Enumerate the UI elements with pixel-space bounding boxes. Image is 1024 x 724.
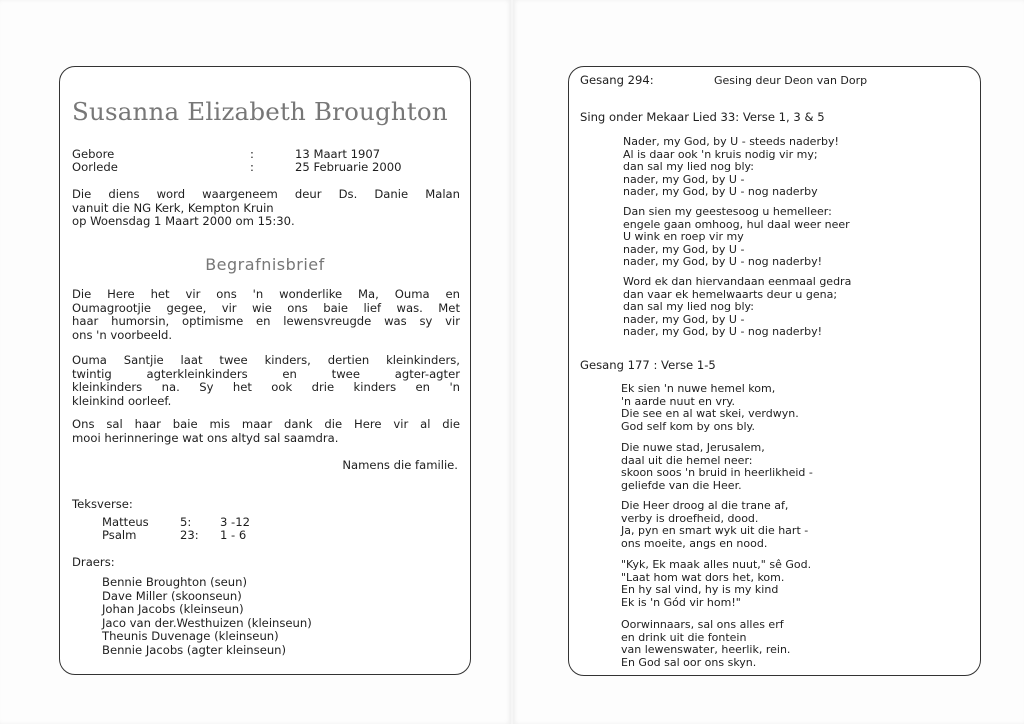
verse-line: dan sal my lied nog bly: — [623, 160, 754, 174]
hymn3-stanza — [621, 619, 790, 669]
bearers-heading: Draers: — [72, 555, 115, 569]
paragraph-line: kleinkinders na. Sy het ook drie kinders en 'n — [72, 380, 460, 394]
service-details — [72, 188, 460, 229]
text-chapter: 23: — [180, 528, 199, 542]
verse-line: Al is daar ook 'n kruis nodig vir my; — [623, 147, 818, 161]
verse-line: Oorwinnaars, sal ons alles erf — [621, 618, 784, 631]
text-verses: 3 -12 — [220, 515, 250, 529]
verse-line: Ek sien 'n nuwe hemel kom, — [621, 382, 776, 395]
hymn3-stanza — [621, 500, 808, 550]
verse-line: nader, my God, by U - — [623, 172, 745, 186]
verse-line: 'n aarde nuut en vry. — [621, 394, 735, 408]
verse-line: God self kom by ons bly. — [621, 419, 755, 433]
verse-line: nader, my God, by U - — [623, 312, 745, 326]
verse-line: verby is droefheid, dood. — [621, 511, 759, 525]
service-line: Die diens word waargeneem deur Ds. Danie Malan — [72, 187, 460, 201]
song2-stanza — [623, 136, 839, 199]
died-separator: : — [250, 160, 254, 174]
verse-line: En hy sal vind, hy is my kind — [621, 583, 779, 597]
verse-line: "Kyk, Ek maak alles nuut," sê God. — [621, 558, 812, 571]
texts-row — [102, 529, 280, 543]
born-separator: : — [250, 147, 254, 161]
signoff: Namens die familie. — [342, 458, 458, 472]
left-panel — [59, 66, 471, 675]
texts-heading: Teksverse: — [72, 497, 133, 511]
died-label: Oorlede — [72, 160, 118, 174]
verse-line: Word ek dan hiervandaan eenmaal gedra — [623, 275, 852, 288]
verse-line: Nader, my God, by U - steeds naderby! — [623, 135, 839, 148]
paragraph-line: Ouma Santjie laat twee kinders, dertien kleinkinders, — [72, 353, 460, 367]
paragraph-line: kleinkind oorleef. — [72, 393, 172, 408]
verse-line: ons moeite, angs en nood. — [621, 536, 768, 550]
service-line: op Woensdag 1 Maart 2000 om 15:30. — [72, 214, 295, 228]
right-panel — [568, 66, 981, 676]
born-date: 13 Maart 1907 — [295, 147, 381, 161]
subtitle: Begrafnisbrief — [205, 255, 325, 274]
verse-line: Ek is 'n Gód vir hom!" — [621, 595, 741, 609]
paragraph-line: haar humorsin, optimisme en lewensvreugde was sy vir — [72, 314, 460, 328]
paragraph-tribute — [72, 288, 460, 342]
text-book: Matteus — [102, 515, 149, 529]
verse-line: En God sal oor ons skyn. — [621, 655, 757, 669]
verse-line: van lewenswater, heerlik, rein. — [621, 643, 791, 657]
bearer-item: Johan Jacobs (kleinseun) — [102, 602, 244, 616]
bearer-item: Jaco van der.Westhuizen (kleinseun) — [102, 615, 312, 630]
verse-line: Ja, pyn en smart wyk uit die hart - — [621, 524, 809, 538]
verse-line: U wink en roep vir my — [623, 230, 744, 244]
text-chapter: 5: — [180, 515, 192, 529]
paragraph-line: mooi herinneringe wat ons altyd sal saamdra. — [72, 430, 339, 445]
paragraph-line: Die Here het vir ons 'n wonderlike Ma, Ouma en — [72, 287, 460, 301]
service-line: vanuit die NG Kerk, Kempton Kruin — [72, 200, 274, 215]
verse-line: Die nuwe stad, Jerusalem, — [621, 441, 765, 454]
bearers-list — [102, 576, 312, 657]
verse-line: dan sal my lied nog bly: — [623, 300, 754, 314]
verse-line: daal uit die hemel neer: — [621, 453, 753, 467]
verse-line: Dan sien my geestesoog u hemelleer: — [623, 205, 832, 218]
paragraph-line: ons 'n voorbeeld. — [72, 327, 173, 342]
verse-line: engele gaan omhoog, hul daal weer neer — [623, 217, 850, 231]
song2-stanza — [623, 276, 851, 339]
verse-line: dan vaar ek hemelwaarts deur u gena; — [623, 287, 838, 301]
paragraph-family — [72, 354, 460, 408]
verse-line: nader, my God, by U - nog naderby — [623, 185, 818, 199]
bearer-item: Bennie Broughton (seun) — [102, 575, 248, 589]
verse-line: skoon soos 'n bruid in heerlikheid - — [621, 466, 813, 480]
text-verses: 1 - 6 — [220, 528, 247, 542]
hymn3-title: Gesang 177 : Verse 1-5 — [580, 358, 716, 372]
hymn3-stanza — [621, 442, 813, 492]
hymn3-stanza — [621, 559, 811, 609]
hymn1-singer: Gesing deur Deon van Dorp — [714, 74, 868, 87]
verse-line: "Laat hom wat dors het, kom. — [621, 570, 785, 584]
verse-line: Die see en al wat skei, verdwyn. — [621, 407, 799, 421]
paragraph-line: twintig agterkleinkinders en twee agter-agter — [72, 366, 460, 381]
born-label: Gebore — [72, 147, 115, 161]
paragraph-line: Ons sal haar baie mis maar dank die Here vir al die — [72, 417, 460, 431]
hymn1-title: Gesang 294: — [580, 73, 654, 87]
verse-line: Die Heer droog al die trane af, — [621, 499, 789, 512]
verse-line: geliefde van die Heer. — [621, 478, 742, 492]
text-book: Psalm — [102, 528, 137, 542]
verse-line: nader, my God, by U - nog naderby! — [623, 325, 822, 339]
paragraph-farewell — [72, 418, 460, 445]
verse-line: nader, my God, by U - nog naderby! — [623, 255, 822, 269]
verse-line: en drink uit die fontein — [621, 630, 747, 644]
verse-line: nader, my God, by U - — [623, 242, 745, 256]
bearer-item: Theunis Duvenage (kleinseun) — [102, 629, 279, 643]
deceased-name: Susanna Elizabeth Broughton — [72, 97, 448, 126]
bearer-item: Bennie Jacobs (agter kleinseun) — [102, 642, 287, 657]
song2-stanza — [623, 206, 850, 269]
bearer-item: Dave Miller (skoonseun) — [102, 588, 242, 603]
died-date: 25 Februarie 2000 — [295, 160, 402, 174]
hymn3-stanza — [621, 383, 799, 433]
paragraph-line: Oumagrootjie gegee, vir wie ons baie lief was. Met — [72, 300, 460, 315]
song2-title: Sing onder Mekaar Lied 33: Verse 1, 3 & 5 — [580, 110, 825, 124]
